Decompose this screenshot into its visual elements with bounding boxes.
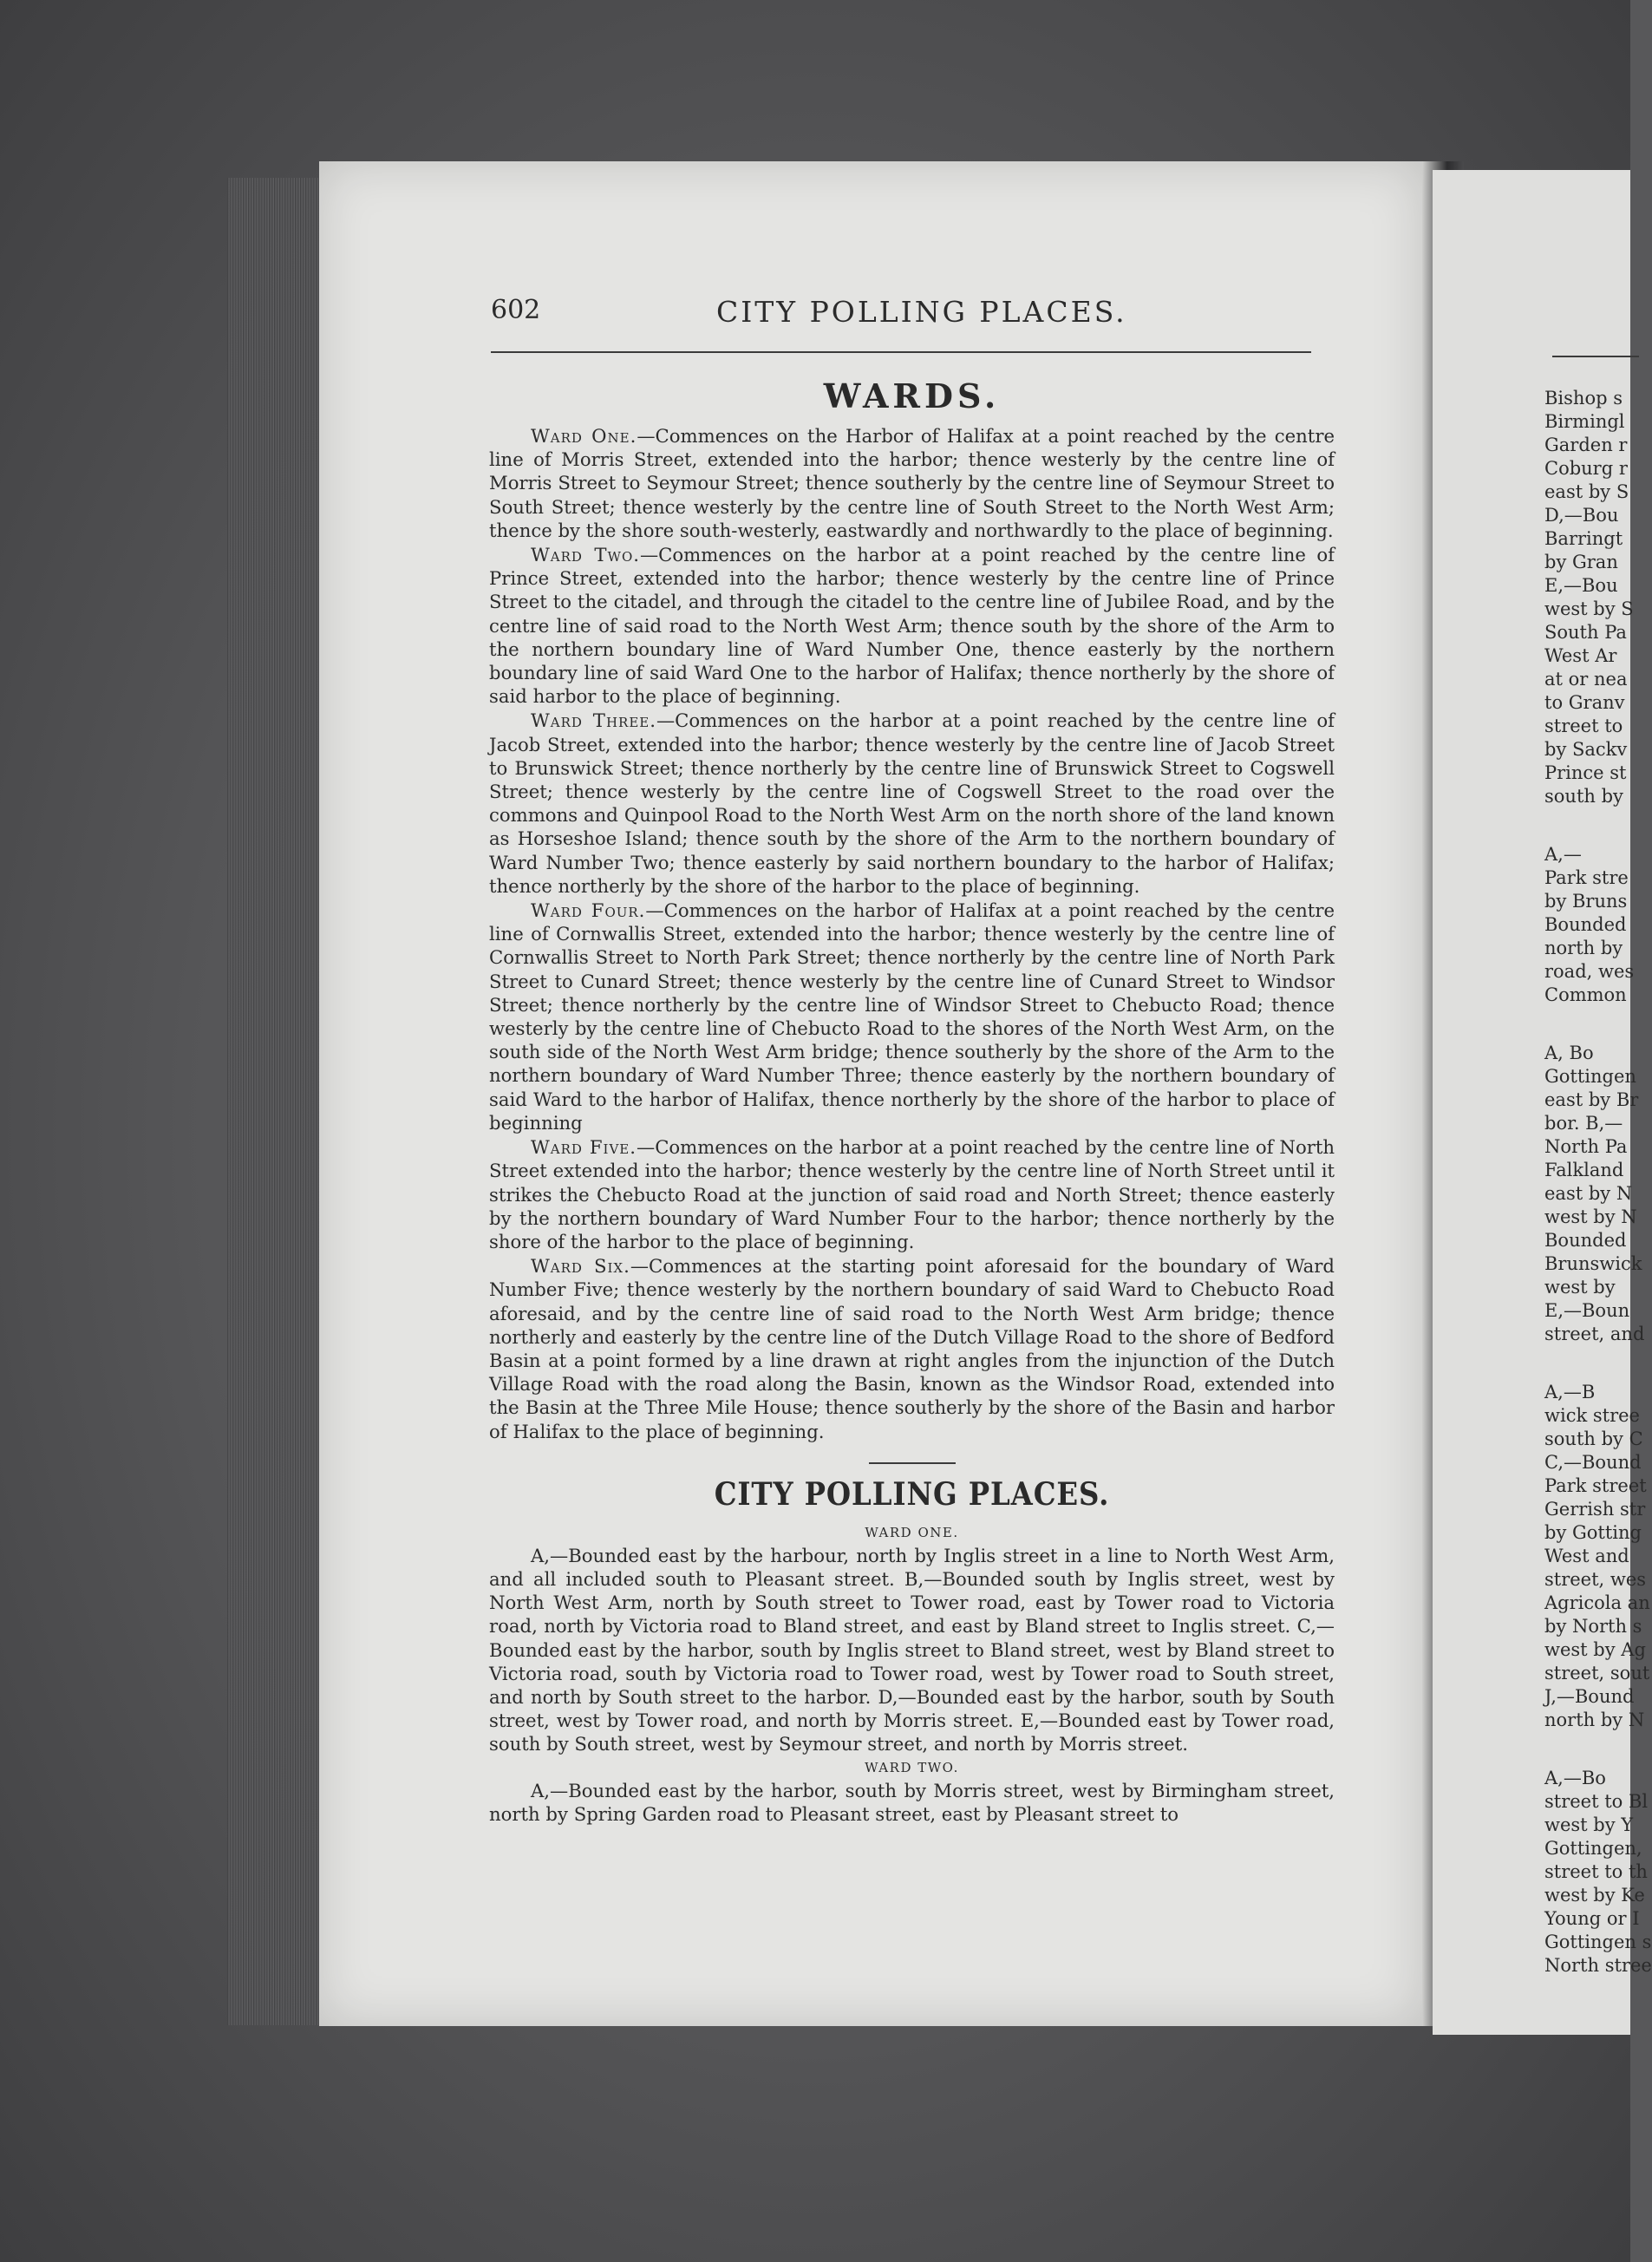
facing-page-line: Agricola an — [1544, 1592, 1650, 1613]
facing-page-line: by Gran — [1544, 552, 1618, 572]
ward-entry — [489, 709, 1335, 898]
ward-text: —Commences on the harbor of Halifax at a point reached by the centre line of Cornwallis Street, extended into the harbor; thence westerly by the centre line of Cornwallis Street to North Park Street; thence northerly by the centre line of North Park Street to Cunard Street; thence westerly by the centre line of Cunard Street to Windsor Street; thence northerly by the centre line of Windsor Street to Chebucto Road; thence westerly by the centre line of Chebucto Road to the shores of the North West Arm, on the south side of the North West Arm bridge; thence southerly by the shore of the Arm to the northern boundary of Ward Number Three; thence easterly by the northern boundary of said Ward to the harbor of Halifax, thence northerly by the shore of the harbor to place of beginning — [489, 899, 1335, 1134]
facing-page-line: West Ar — [1544, 645, 1617, 666]
facing-page-line: north by N — [1544, 1710, 1645, 1730]
facing-page-line: North stree — [1544, 1955, 1652, 1976]
ward-label: Ward One. — [531, 425, 637, 447]
facing-page-gap — [1544, 1732, 1649, 1767]
facing-page-line: North Pa — [1544, 1136, 1628, 1157]
ward-label: Ward Three. — [531, 709, 656, 732]
ward-label: Ward Six. — [531, 1255, 630, 1278]
facing-page-line: J,—Bound — [1544, 1686, 1635, 1707]
facing-page-line: street to Bl — [1544, 1791, 1649, 1812]
facing-page-gap — [1544, 1346, 1649, 1381]
facing-page-line: west by Ag — [1544, 1639, 1646, 1660]
facing-page-line: Gottingen s — [1544, 1932, 1652, 1952]
ward-entry — [489, 1135, 1335, 1253]
facing-page-line: road, wes — [1544, 961, 1635, 982]
facing-page-gap — [1544, 808, 1649, 843]
facing-page-line: Park stre — [1544, 867, 1629, 888]
facing-page-line: Gerrish str — [1544, 1499, 1646, 1520]
facing-page-line: Brunswick — [1544, 1253, 1642, 1274]
ward-two-heading: WARD TWO. — [865, 1759, 959, 1775]
facing-page-line: Barringt — [1544, 528, 1623, 549]
ward-label: Ward Four. — [531, 899, 646, 922]
ward-entry — [489, 899, 1335, 1134]
facing-page-line: Park street — [1544, 1475, 1647, 1496]
facing-page-line: Prince st — [1544, 762, 1627, 783]
ward-entry — [489, 424, 1335, 542]
facing-page-gap — [1544, 1007, 1649, 1042]
page-number: 602 — [491, 295, 541, 325]
facing-page-line: at or nea — [1544, 669, 1628, 690]
facing-page-line: by Sackv — [1544, 739, 1628, 760]
facing-page-line: South Pa — [1544, 622, 1627, 643]
facing-page-line: Bounded — [1544, 1230, 1627, 1251]
facing-page-line: west by — [1544, 1277, 1616, 1298]
facing-page-line: C,—Bound — [1544, 1452, 1642, 1473]
facing-page-line: street, sout — [1544, 1663, 1650, 1683]
facing-page-line: east by N — [1544, 1183, 1633, 1204]
wards-title: WARDS. — [823, 376, 1001, 415]
facing-page-line: A,—B — [1544, 1382, 1596, 1402]
facing-page-line: west by Y — [1544, 1814, 1634, 1835]
facing-page-line: street to th — [1544, 1861, 1648, 1882]
facing-page-line: Common — [1544, 984, 1627, 1005]
facing-page-line: Gottingen — [1544, 1066, 1636, 1087]
facing-page-line: Gottingen, — [1544, 1838, 1642, 1859]
facing-page-line: east by S — [1544, 481, 1629, 502]
ward-label: Ward Five. — [531, 1136, 637, 1159]
facing-page-line: by Bruns — [1544, 891, 1628, 912]
facing-page-line: Bishop s — [1544, 388, 1623, 409]
ward-text: —Commences on the harbor at a point reached by the centre line of North Street extended into the harbor; thence westerly by the centre line of North Street until it strikes the Chebucto Road at the junction of said road and North Street; thence easterly by the northern boundary of Ward Number Four to the harbor; thence northerly by the shore of the harbor to the place of beginning. — [489, 1136, 1335, 1252]
section-divider — [869, 1462, 956, 1464]
facing-page-rule — [1552, 356, 1639, 357]
ward-two-polling-text: A,—Bounded east by the harbor, south by Morris street, west by Birmingham street, north by Spring Garden road to Pleasant street, east by Pleasant street to — [489, 1779, 1335, 1825]
facing-page-line: west by Ke — [1544, 1885, 1645, 1906]
facing-page-line: to Granv — [1544, 692, 1625, 713]
facing-page-line: Coburg r — [1544, 458, 1628, 479]
facing-page-line: Bounded — [1544, 914, 1627, 935]
facing-page-line: E,—Bou — [1544, 575, 1618, 596]
facing-page-line: Falkland — [1544, 1160, 1624, 1180]
ward-one-heading: WARD ONE. — [865, 1524, 959, 1540]
facing-page-line: D,—Bou — [1544, 505, 1619, 526]
ward-text: —Commences on the harbor at a point reached by the centre line of Jacob Street, extended into the harbor; thence westerly by the centre line of Jacob Street to Brunswick Street; thence northerly by the centre line of Brunswick Street to Cogswell Street; thence westerly by the centre line of Cogswell Street to the road over the commons and Quinpool Road to the North West Arm on the north shore of the land known as Horseshoe Island; thence south by the shore of the Arm to the northern boundary of Ward Number Two; thence easterly by said northern boundary to the harbor of Halifax; thence northerly by the shore of the harbor to the place of beginning. — [489, 709, 1335, 897]
facing-page-text — [1544, 387, 1652, 1978]
facing-page-line: south by C — [1544, 1428, 1643, 1449]
facing-page-line: A,—Bo — [1544, 1768, 1606, 1788]
facing-page-line: street, and — [1544, 1324, 1645, 1344]
ward-label: Ward Two. — [531, 544, 640, 566]
ward-text: —Commences on the Harbor of Halifax at a point reached by the centre line of Morris Street, extended into the harbor; thence westerly by the centre line of Morris Street to Seymour Street; thence southerly by the centre line of Seymour Street to South Street; thence westerly by the centre line of South Street to the North West Arm; thence by the shore south-westerly, eastwardly and northwardly to the place of beginning. — [489, 425, 1335, 541]
header-rule — [491, 351, 1311, 353]
facing-page-line: west by S — [1544, 598, 1634, 619]
running-title: CITY POLLING PLACES. — [716, 295, 1127, 329]
facing-page-line: Young or I — [1544, 1908, 1640, 1929]
facing-page-line: west by N — [1544, 1206, 1637, 1227]
facing-page-line: wick stree — [1544, 1405, 1640, 1426]
facing-page-line: A,— — [1544, 844, 1582, 865]
facing-page-line: street, wes — [1544, 1569, 1647, 1590]
left-page-body — [489, 373, 1335, 1827]
polling-places-title: CITY POLLING PLACES. — [714, 1475, 1110, 1513]
facing-page-line: by North s — [1544, 1616, 1642, 1637]
facing-page-line: north by — [1544, 938, 1623, 958]
page-header — [491, 295, 1315, 330]
facing-page-line: south by — [1544, 786, 1623, 807]
facing-page-line: Garden r — [1544, 435, 1628, 455]
facing-page-line: bor. B,— — [1544, 1113, 1623, 1134]
facing-page-line: West and — [1544, 1546, 1629, 1566]
facing-page-line: Birmingl — [1544, 411, 1625, 432]
facing-page-line: E,—Boun — [1544, 1300, 1630, 1321]
facing-page-line: street to — [1544, 716, 1623, 736]
ward-entry — [489, 1254, 1335, 1443]
facing-page-line: east by Br — [1544, 1089, 1639, 1110]
ward-text: —Commences at the starting point aforesaid for the boundary of Ward Number Five; thence westerly by the northern boundary of said Ward to Chebucto Road aforesaid, and by the centre line of said road to the North West Arm bridge; thence northerly and easterly by the centre line of the Dutch Village Road to the shore of Bedford Basin at a point formed by a line drawn at right angles from the injunction of the Dutch Village Road with the road along the Basin, known as the Windsor Road, extended into the Basin at the Three Mile House; thence southerly by the shore of the Basin and harbor of Halifax to the place of beginning. — [489, 1255, 1335, 1442]
facing-page-line: by Gotting — [1544, 1522, 1642, 1543]
ward-entry — [489, 543, 1335, 708]
ward-one-polling-text: A,—Bounded east by the harbour, north by Inglis street in a line to North West Arm, and all included south to Pleasant street. B,—Bounded south by Inglis street, west by North West Arm, north by South street to Tower road, east by Tower road to Victoria road, north by Victoria road to Bland street, and east by Bland street to Inglis street. C,—Bounded east by the harbor, south by Inglis street to Bland street, west by Bland street to Victoria road, south by Victoria road to Tower road, west by Tower road to South street, and north by South street to the harbor. D,—Bounded east by the harbor, south by South street, west by Tower road, and north by Morris street. E,—Bounded east by Tower road, south by South street, west by Seymour street, and north by Morris street. — [489, 1544, 1335, 1755]
facing-page-line: A, Bo — [1544, 1043, 1594, 1063]
ward-text: —Commences on the harbor at a point reached by the centre line of Prince Street, extended into the harbor; thence westerly by the centre line of Prince Street to the citadel, and through the citadel to the centre line of Jubilee Road, and by the centre line of said road to the North West Arm; thence south by the shore of the Arm to the northern boundary line of Ward Number One, thence easterly by the northern boundary line of said Ward One to the harbor of Halifax; thence northerly by the shore of said harbor to the place of beginning. — [489, 544, 1335, 708]
